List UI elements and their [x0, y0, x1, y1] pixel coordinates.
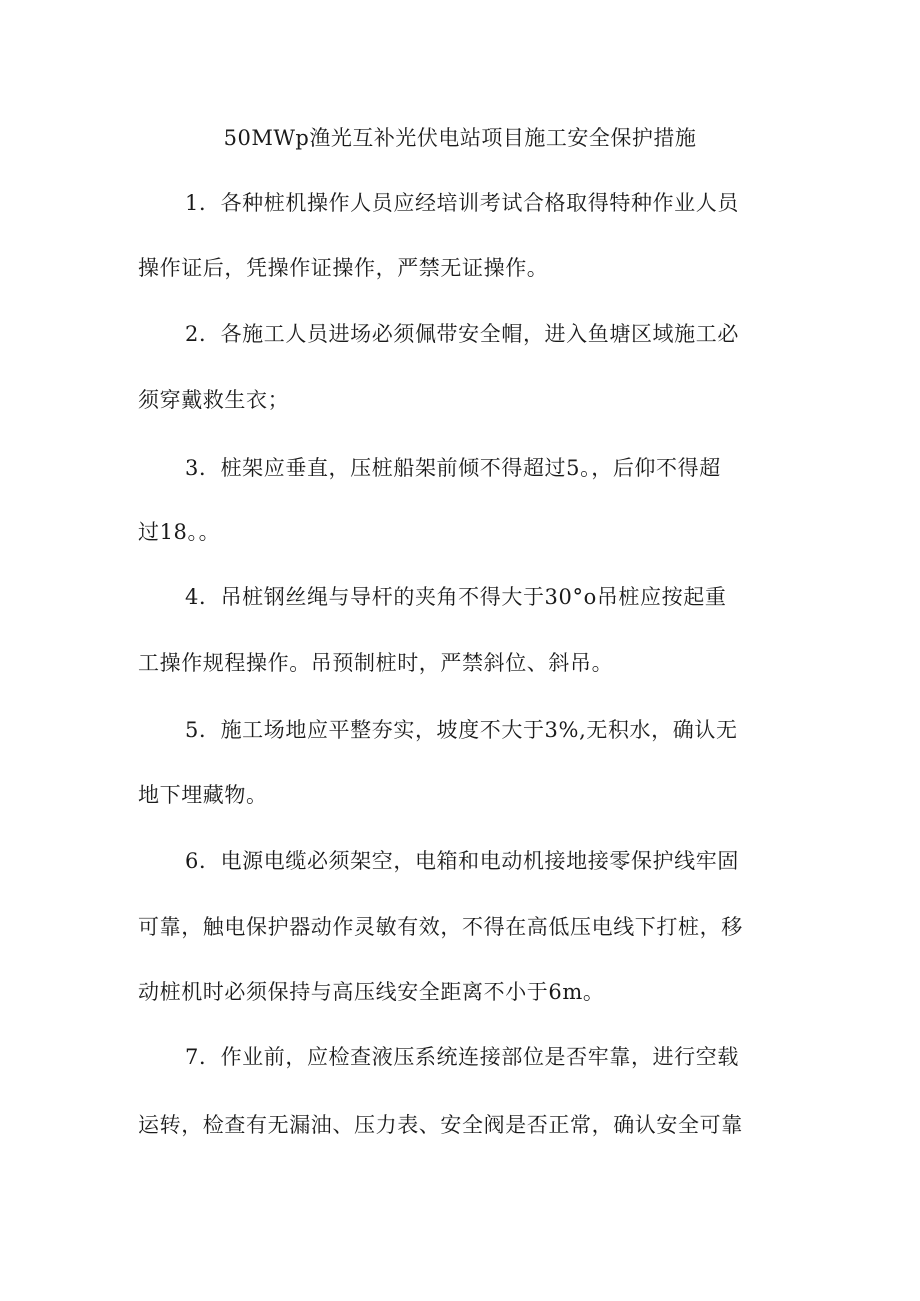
item-1-number: 1． — [185, 191, 221, 215]
item-2-number: 2． — [185, 322, 221, 346]
item-3-text-line-1: 桩架应垂直，压桩船架前倾不得超过5。，后仰不得超 — [220, 456, 721, 480]
item-3-number: 3． — [185, 456, 221, 480]
item-3-text-line-2: 过18。。 — [138, 520, 221, 544]
item-7-number: 7． — [185, 1045, 221, 1069]
item-6-line-1 — [185, 845, 739, 877]
item-2-text-line-2: 须穿戴救生衣； — [138, 388, 290, 412]
item-5-line-1 — [185, 714, 738, 746]
item-2-text-line-1: 各施工人员进场必须佩带安全帽，进入鱼塘区域施工必 — [220, 322, 739, 346]
item-4-number: 4． — [185, 585, 221, 609]
item-7-text-line-2: 运转，检查有无漏油、压力表、安全阀是否正常，确认安全可靠 — [138, 1113, 743, 1137]
item-6-text-line-2: 可靠，触电保护器动作灵敏有效，不得在高低压电线下打桩，移 — [138, 915, 743, 939]
item-5-text-line-2: 地下埋藏物。 — [138, 783, 268, 807]
item-1-text-line-2: 操作证后，凭操作证操作，严禁无证操作。 — [138, 256, 549, 280]
item-6-number: 6． — [185, 849, 221, 873]
item-3-line-1 — [185, 452, 721, 484]
item-2-line-1 — [185, 318, 739, 350]
item-4-line-1 — [185, 581, 726, 613]
item-6-text-line-1: 电源电缆必须架空，电箱和电动机接地接零保护线牢固 — [220, 849, 739, 873]
item-7-line-1 — [185, 1041, 739, 1073]
item-6-text-line-3: 动桩机时必须保持与高压线安全距离不小于6m。 — [138, 980, 605, 1004]
item-5-number: 5． — [185, 718, 221, 742]
item-1-text-line-1: 各种桩机操作人员应经培训考试合格取得特种作业人员 — [220, 191, 739, 215]
item-4-text-line-2: 工操作规程操作。吊预制桩时，严禁斜位、斜吊。 — [138, 651, 614, 675]
item-7-text-line-1: 作业前，应检查液压系统连接部位是否牢靠，进行空载 — [220, 1045, 739, 1069]
item-5-text-line-1: 施工场地应平整夯实，坡度不大于3%,无积水，确认无 — [220, 718, 738, 742]
page-title: 50MWp渔光互补光伏电站项目施工安全保护措施 — [223, 126, 697, 150]
item-1-line-1 — [185, 187, 739, 219]
item-4-text-line-1: 吊桩钢丝绳与导杆的夹角不得大于30°o吊桩应按起重 — [220, 585, 727, 609]
